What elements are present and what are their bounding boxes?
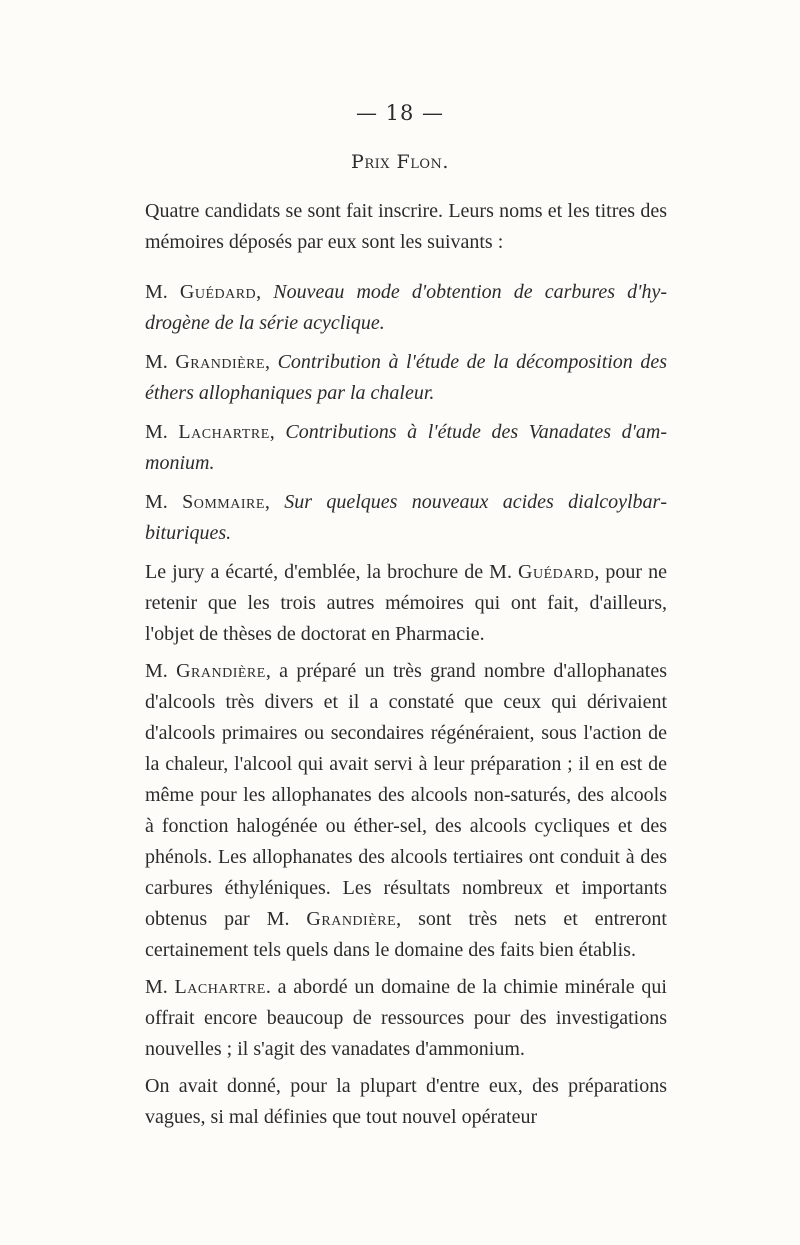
entry-title: Nouveau mode d'obtention de carbures d'hydrogène de la série acyclique.: [145, 281, 668, 334]
entry-prefix: M.: [145, 421, 168, 443]
name-grandiere: Grandière: [176, 660, 266, 682]
paragraph-jury: [145, 557, 667, 650]
text-run: , a préparé un très grand nombre d'allophanates d'alcools très divers et il a constaté que ceux qui dérivaient d'alcools primaires ou secondaires régénéraient, sous l'action de la chaleur, l'alcool qui avait servi à leur préparation ; il en est de même pour les allophanates des alcools non-saturés, des alcools à fonction halogénée ou éther-sel, des alcools cycliques et des phénols. Les allophanates des alcools tertiaires ont conduit à des carbures éthyléniques. Les résultats nombreux et importants obtenus par M.: [145, 660, 667, 930]
text-run: , pour ne retenir que les trois autres mémoires qui ont fait, d'ailleurs, l'objet de thèses de doctorat en Pharmacie.: [145, 561, 667, 645]
text-run: , sont très nets et entreront certainement tels quels dans le domaine des faits bien établis.: [145, 908, 667, 961]
entry-prefix: M.: [145, 351, 168, 373]
entry-title: Sur quelques nouveaux acides dialcoylbarbituriques.: [145, 491, 668, 544]
text-run: Le jury a écarté, d'emblée, la brochure de M.: [145, 561, 519, 583]
text-run: M.: [145, 976, 175, 998]
text-run: . a abordé un domaine de la chimie minérale qui offrait encore beaucoup de ressources pour des investigations nouvelles ; il s'agit des vanadates d'ammonium.: [145, 976, 667, 1060]
paragraph-preparations: On avait donné, pour la plupart d'entre eux, des préparations vagues, si mal définies que tout nouvel opérateur: [145, 1075, 667, 1128]
entry-name: Lachartre: [178, 421, 270, 443]
name-grandiere: Grandière: [306, 908, 397, 930]
entry-guedard: M. Guédard, Nouveau mode d'obtention de carbures d'hydrogène de la série acyclique.: [145, 281, 668, 334]
entry-name: Guédard: [179, 281, 257, 303]
entry-sommaire: M. Sommaire, Sur quelques nouveaux acides dialcoylbarbituriques.: [145, 491, 668, 544]
name-guedard: Guédard: [518, 561, 595, 583]
entry-prefix: M.: [145, 491, 168, 513]
entry-title: Contributions à l'étude des Vanadates d'ammonium.: [145, 421, 668, 474]
entry-lachartre: M. Lachartre, Contributions à l'étude des Vanadates d'ammonium.: [145, 421, 668, 474]
name-lachartre: Lachartre: [174, 976, 266, 998]
section-heading: Prix Flon.: [351, 151, 449, 173]
text-run: M.: [145, 660, 177, 682]
paragraph-lachartre: [145, 972, 667, 1065]
body-text: [145, 196, 667, 1139]
entry-name: Sommaire: [182, 491, 265, 513]
entry-name: Grandière: [175, 351, 266, 373]
entry-grandiere: M. Grandière, Contribution à l'étude de la décomposition des éthers allophaniques par la chaleur.: [145, 351, 667, 404]
paragraph-grandiere: [145, 656, 667, 966]
entry-title: Contribution à l'étude de la décomposition des éthers allophaniques par la chaleur.: [145, 351, 667, 404]
page-number: — 18 —: [355, 101, 445, 125]
entry-prefix: M.: [145, 281, 168, 303]
intro-paragraph: Quatre candidats se sont fait inscrire. Leurs noms et les titres des mémoires déposés par eux sont les suivants :: [145, 200, 667, 253]
